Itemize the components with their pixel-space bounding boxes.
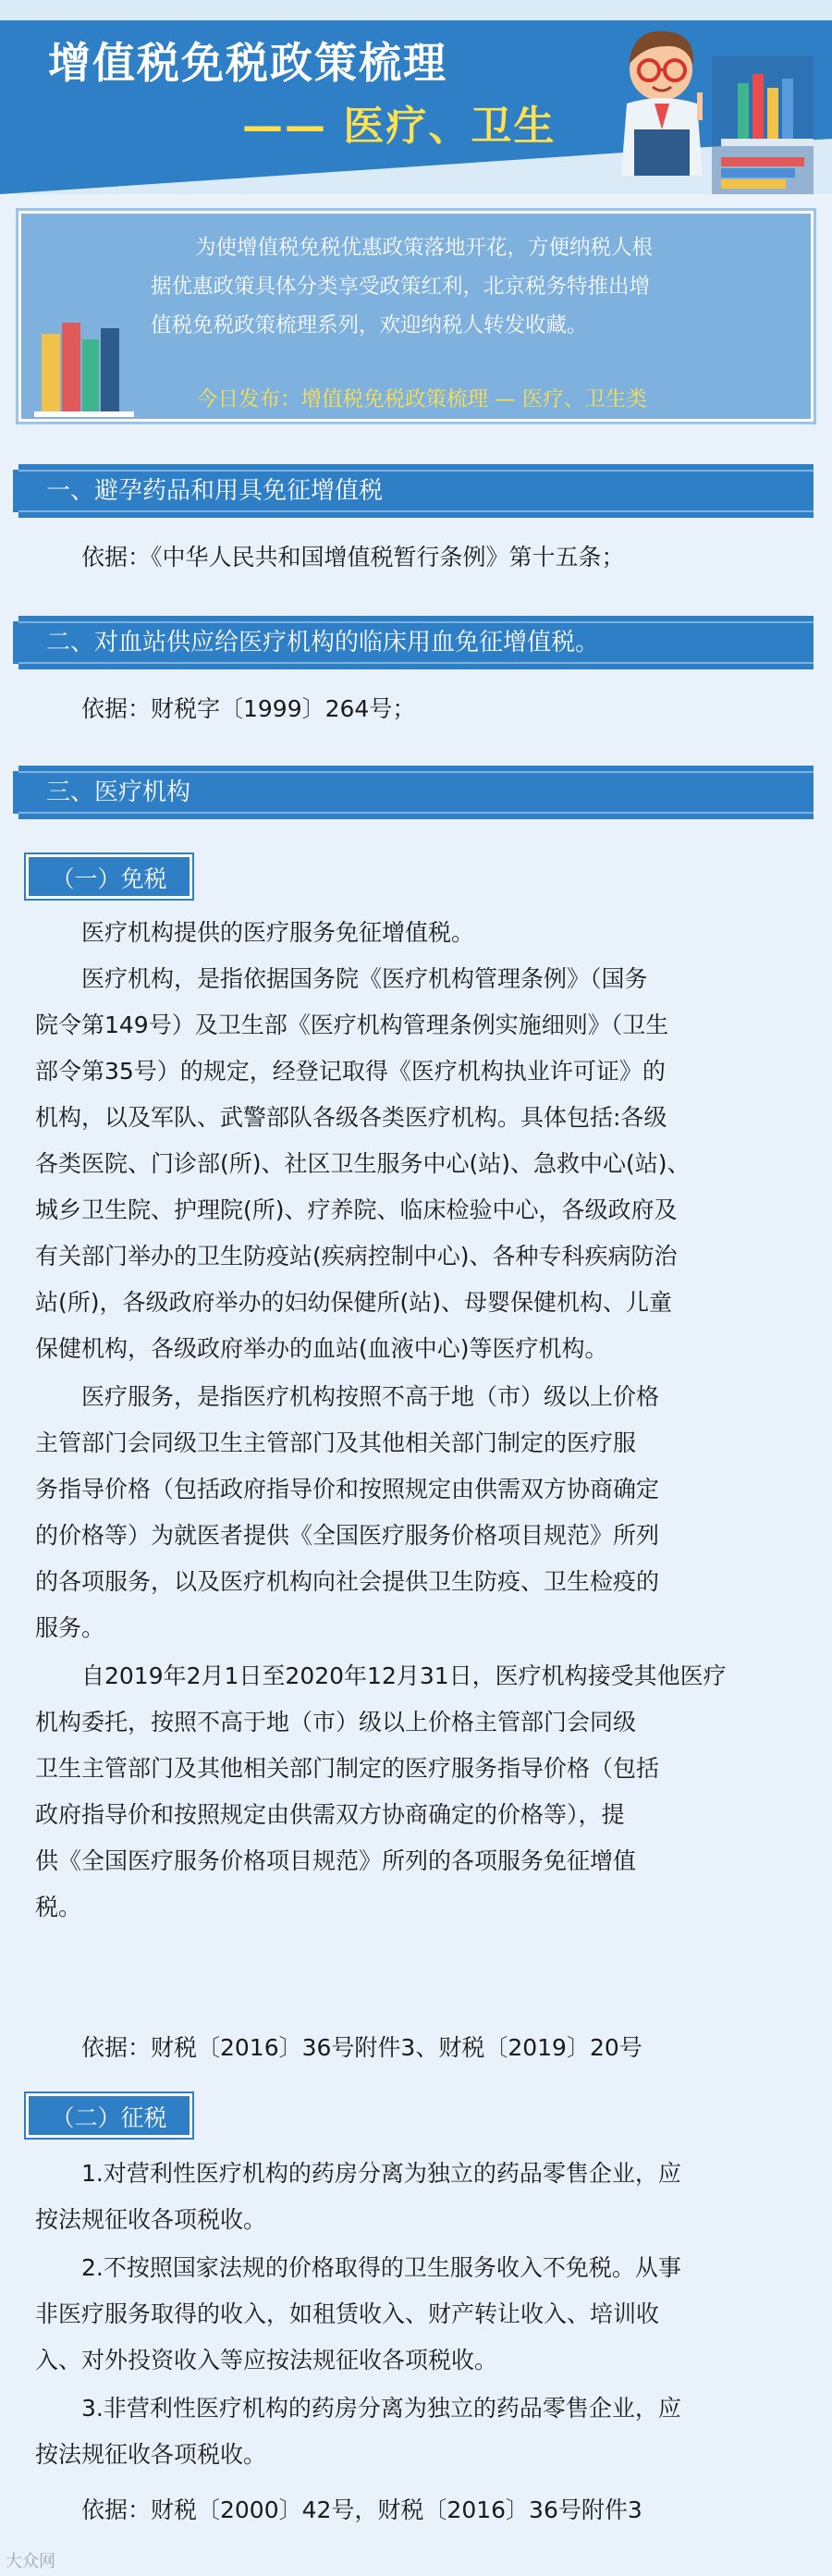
- exempt-paragraph-1: 医疗机构提供的医疗服务免征增值税。: [81, 919, 475, 946]
- text-line: 部令第35号）的规定，经登记取得《医疗机构执业许可证》的: [35, 1058, 666, 1085]
- text-line: 政府指导价和按照规定由供需双方协商确定的价格等），提: [35, 1801, 625, 1828]
- text-line: 医疗服务，是指医疗机构按照不高于地（市）级以上价格: [81, 1383, 660, 1410]
- text-line: 1.对营利性医疗机构的药房分离为独立的药品零售企业，应: [81, 2160, 681, 2187]
- text-line: 按法规征收各项税收。: [35, 2206, 267, 2233]
- exempt-tag: （一）免税: [26, 854, 192, 899]
- section-3-header: [18, 766, 814, 819]
- exempt-basis: 依据：财税〔2016〕36号附件3、财税〔2019〕20号: [81, 2034, 642, 2061]
- books-icon: [34, 306, 136, 417]
- section-2-title: 二、对血站供应给医疗机构的临床用血免征增值税。: [46, 629, 600, 656]
- section-1-basis: 依据：《中华人民共和国增值税暂行条例》第十五条；: [81, 544, 625, 570]
- exempt-paragraph-4: [35, 1653, 801, 1931]
- today-release: 今日发布：增值税免税政策梳理 — 医疗、卫生类: [197, 387, 647, 411]
- text-line: 2.不按照国家法规的价格取得的卫生服务收入不免税。从事: [81, 2254, 681, 2281]
- intro-text: [151, 228, 798, 345]
- page-title: 增值税免税政策梳理: [48, 38, 447, 88]
- text-line: 3.非营利性医疗机构的药房分离为独立的药品零售企业，应: [81, 2395, 681, 2422]
- text-line: 税。: [35, 1894, 82, 1920]
- text-line: 保健机构，各级政府举办的血站(血液中心)等医疗机构。: [35, 1335, 608, 1362]
- text-line: 医疗机构，是指依据国务院《医疗机构管理条例》（国务: [81, 965, 648, 992]
- page-subtitle: —— 医疗、卫生: [242, 103, 557, 150]
- intro-line: 据优惠政策具体分类享受政策红利，北京税务特推出增: [151, 275, 651, 299]
- section-2-basis: 依据：财税字〔1999〕264号；: [81, 695, 416, 722]
- exempt-paragraph-2: [35, 956, 801, 1372]
- text-line: 城乡卫生院、护理院(所)、疗养院、临床检验中心，各级政府及: [35, 1196, 678, 1223]
- teacher-illustration-icon: [582, 18, 823, 194]
- text-line: 站(所)，各级政府举办的妇幼保健所(站)、母婴保健机构、儿童: [35, 1289, 673, 1316]
- text-line: 有关部门举办的卫生防疫站(疾病控制中心)、各种专科疾病防治: [35, 1243, 678, 1270]
- levy-paragraph-2: [35, 2245, 801, 2384]
- text-line: 按法规征收各项税收。: [35, 2441, 267, 2468]
- intro-line: 值税免税政策梳理系列，欢迎纳税人转发收藏。: [151, 313, 588, 337]
- text-line: 主管部门会同级卫生主管部门及其他相关部门制定的医疗服: [35, 1429, 637, 1456]
- text-line: 入、对外投资收入等应按法规征收各项税收。: [35, 2347, 498, 2374]
- text-line: 各类医院、门诊部(所)、社区卫生服务中心(站)、急救中心(站)、: [35, 1150, 691, 1177]
- section-2-header: [18, 616, 814, 669]
- section-3-title: 三、医疗机构: [46, 779, 191, 806]
- text-line: 供《全国医疗服务价格项目规范》所列的各项服务免征增值: [35, 1847, 637, 1874]
- section-1-header: [18, 464, 814, 518]
- intro-box: [18, 211, 814, 422]
- text-line: 院令第149号）及卫生部《医疗机构管理条例实施细则》（卫生: [35, 1012, 669, 1038]
- text-line: 务指导价格（包括政府指导价和按照规定由供需双方协商确定: [35, 1476, 660, 1503]
- banner-top-stripe: [0, 0, 832, 20]
- text-line: 机构委托，按照不高于地（市）级以上价格主管部门会同级: [35, 1709, 637, 1736]
- text-line: 非医疗服务取得的收入，如租赁收入、财产转让收入、培训收: [35, 2300, 660, 2327]
- text-line: 卫生主管部门及其他相关部门制定的医疗服务指导价格（包括: [35, 1755, 660, 1782]
- text-line: 自2019年2月1日至2020年12月31日，医疗机构接受其他医疗: [81, 1662, 727, 1689]
- exempt-paragraph-3: [35, 1374, 801, 1651]
- text-line: 机构，以及军队、武警部队各级各类医疗机构。具体包括:各级: [35, 1104, 667, 1131]
- levy-tag: （二）征税: [26, 2093, 192, 2138]
- text-line: 的各项服务，以及医疗机构向社会提供卫生防疫、卫生检疫的: [35, 1568, 660, 1595]
- intro-line: 为使增值税免税优惠政策落地开花，方便纳税人根: [195, 236, 654, 260]
- header-banner: [0, 0, 832, 194]
- section-1-title: 一、避孕药品和用具免征增值税: [46, 477, 384, 505]
- text-line: 服务。: [35, 1614, 105, 1641]
- levy-paragraph-1: [35, 2151, 801, 2243]
- levy-basis: 依据：财税〔2000〕42号，财税〔2016〕36号附件3: [81, 2496, 642, 2523]
- watermark: 大众网: [6, 2552, 55, 2571]
- levy-paragraph-3: [35, 2386, 801, 2478]
- text-line: 的价格等）为就医者提供《全国医疗服务价格项目规范》所列: [35, 1522, 660, 1549]
